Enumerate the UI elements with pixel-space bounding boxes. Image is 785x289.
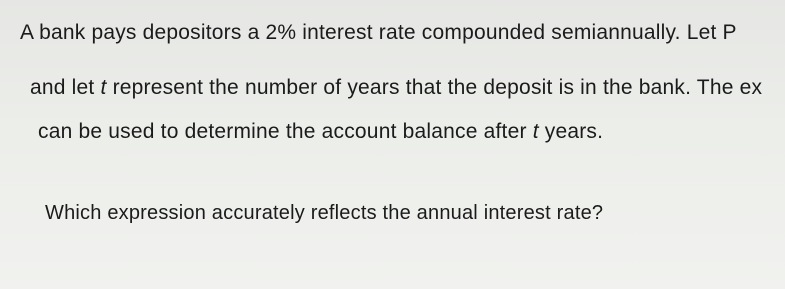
problem-line-3-start: can be used to determine the account balance after [38, 120, 533, 143]
problem-line-1: A bank pays depositors a 2% interest rate compounded semiannually. Let P [20, 21, 737, 44]
problem-line-3-end: years. [538, 120, 604, 143]
variable-t: t [532, 120, 539, 143]
problem-line-2 [30, 77, 762, 98]
question-text: Which expression accurately reflects the annual interest rate? [45, 202, 604, 224]
problem-line-2-start: and let [30, 76, 101, 99]
problem-line-2-end: represent the number of years that the deposit is in the bank. The ex [106, 76, 763, 99]
problem-line-3 [38, 121, 603, 142]
variable-t: t [100, 76, 107, 99]
